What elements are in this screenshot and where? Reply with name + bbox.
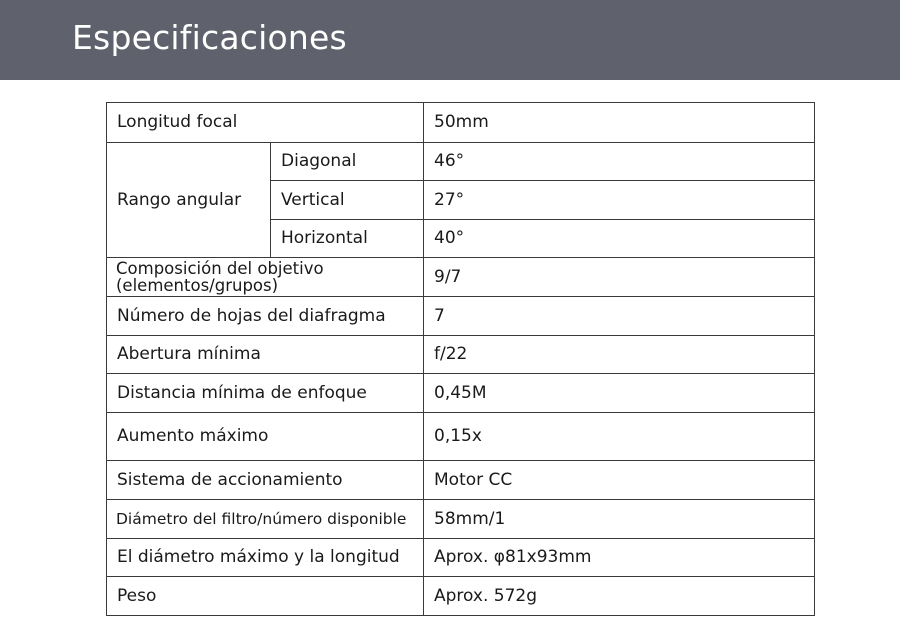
spec-label-filter-diameter: Diámetro del filtro/número disponible [107, 500, 424, 539]
spec-value-focal-length: 50mm [424, 103, 815, 143]
spec-label-min-focus-distance: Distancia mínima de enfoque [107, 374, 424, 413]
header-bar [0, 0, 900, 80]
table-row [107, 103, 815, 143]
table-row [107, 258, 815, 297]
table-row [107, 539, 815, 577]
spec-value-min-aperture: f/22 [424, 336, 815, 374]
spec-label-line: Composición del objetivo [116, 259, 324, 278]
spec-value-aperture-blades: 7 [424, 297, 815, 336]
spec-label-focal-length: Longitud focal [107, 103, 424, 143]
spec-label-max-magnification: Aumento máximo [107, 413, 424, 461]
table-row [107, 461, 815, 500]
spec-value-max-magnification: 0,15x [424, 413, 815, 461]
spec-value-lens-composition: 9/7 [424, 258, 815, 297]
spec-value-max-dimensions: Aprox. φ81x93mm [424, 539, 815, 577]
spec-label-max-dimensions: El diámetro máximo y la longitud [107, 539, 424, 577]
spec-value-drive-system: Motor CC [424, 461, 815, 500]
spec-value-horizontal: 40° [424, 220, 815, 258]
table-row [107, 577, 815, 616]
table-row [107, 500, 815, 539]
table-row [107, 297, 815, 336]
spec-label-angular-range: Rango angular [107, 143, 271, 258]
spec-label-weight: Peso [107, 577, 424, 616]
spec-value-diagonal: 46° [424, 143, 815, 181]
spec-label-drive-system: Sistema de accionamiento [107, 461, 424, 500]
spec-label-line: (elementos/grupos) [116, 276, 279, 295]
spec-value-vertical: 27° [424, 181, 815, 220]
specifications-table [106, 102, 815, 616]
spec-sublabel-diagonal: Diagonal [271, 143, 424, 181]
spec-sublabel-horizontal: Horizontal [271, 220, 424, 258]
table-row [107, 336, 815, 374]
page-title: Especificaciones [72, 18, 347, 57]
spec-value-min-focus-distance: 0,45M [424, 374, 815, 413]
table-row [107, 143, 815, 181]
spec-value-weight: Aprox. 572g [424, 577, 815, 616]
table-row [107, 374, 815, 413]
spec-label-min-aperture: Abertura mínima [107, 336, 424, 374]
spec-value-filter-diameter: 58mm/1 [424, 500, 815, 539]
spec-label-lens-composition [107, 258, 424, 297]
spec-label-aperture-blades: Número de hojas del diafragma [107, 297, 424, 336]
spec-sublabel-vertical: Vertical [271, 181, 424, 220]
table-row [107, 413, 815, 461]
